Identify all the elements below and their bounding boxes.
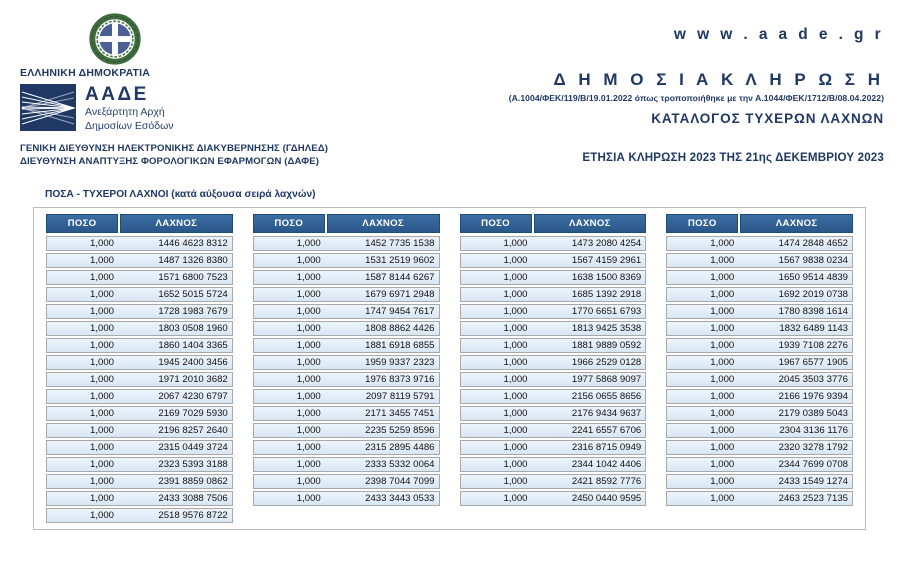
cell-amount: 1,000 <box>503 288 528 300</box>
legal-reference: (Α.1004/ΦΕΚ/119/Β/19.01.2022 όπως τροποποιήθηκε με την Α.1044/ΦΕΚ/1712/Β/08.04.2022) <box>508 93 884 103</box>
cell-ticket-number: 1473 2080 4254 <box>571 237 642 249</box>
cell-amount: 1,000 <box>710 305 735 317</box>
cell-ticket-number: 2176 9434 9637 <box>571 407 642 419</box>
table-row <box>460 270 647 285</box>
cell-ticket-number: 1567 4159 2961 <box>571 254 642 266</box>
cell-ticket-number: 1587 8144 6267 <box>365 271 435 283</box>
cell-ticket-number: 1452 7735 1538 <box>365 237 435 249</box>
cell-ticket-number: 1808 8862 4426 <box>365 322 435 334</box>
table-row <box>46 508 233 523</box>
table-row <box>253 372 440 387</box>
cell-amount: 1,000 <box>503 424 528 436</box>
cell-ticket-number: 1692 2019 0738 <box>778 288 848 300</box>
table-row <box>666 423 853 438</box>
cell-amount: 1,000 <box>710 288 735 300</box>
cell-ticket-number: 1976 8373 9716 <box>365 373 435 385</box>
cell-ticket-number: 2344 7699 0708 <box>778 458 848 470</box>
table-row <box>666 236 853 251</box>
cell-amount: 1,000 <box>296 322 321 334</box>
column-body-4 <box>666 236 853 508</box>
table-row <box>460 372 647 387</box>
website-url: w w w . a a d e . g r <box>673 26 884 43</box>
table-row <box>666 287 853 302</box>
cell-amount: 1,000 <box>710 424 735 436</box>
table-row <box>253 406 440 421</box>
cell-ticket-number: 1487 1326 8380 <box>158 254 228 266</box>
cell-ticket-number: 2179 0389 5043 <box>778 407 848 419</box>
draw-date-line: ΕΤΗΣΙΑ ΚΛΗΡΩΣΗ 2023 ΤΗΣ 21ης ΔΕΚΕΜΒΡΙΟΥ 2023 <box>582 151 884 164</box>
table-row <box>460 355 647 370</box>
cell-ticket-number: 2156 0655 8656 <box>571 390 642 402</box>
cell-amount: 1,000 <box>89 424 114 436</box>
column-body-1 <box>46 236 233 525</box>
cell-ticket-number: 2518 9576 8722 <box>158 509 228 521</box>
table-row <box>460 304 647 319</box>
cell-amount: 1,000 <box>503 254 528 266</box>
cell-ticket-number: 2067 4230 6797 <box>158 390 228 402</box>
agency-subtitle-line1: Ανεξάρτητη Αρχή <box>85 105 165 118</box>
aade-logo-icon <box>20 84 76 131</box>
brand-block <box>20 12 440 169</box>
table-row <box>253 287 440 302</box>
cell-ticket-number: 1967 6577 1905 <box>778 356 848 368</box>
cell-amount: 1,000 <box>89 475 114 487</box>
results-column-3 <box>452 214 655 525</box>
table-row <box>460 457 647 472</box>
table-row <box>253 321 440 336</box>
cell-amount: 1,000 <box>710 271 735 283</box>
table-row <box>46 389 233 404</box>
republic-label: ΕΛΛΗΝΙΚΗ ΔΗΜΟΚΡΑΤΙΑ <box>20 67 151 79</box>
document-title: Δ Η Μ Ο Σ Ι Α Κ Λ Η Ρ Ω Σ Η <box>553 70 884 89</box>
cell-amount: 1,000 <box>710 339 735 351</box>
table-row <box>46 423 233 438</box>
table-row <box>460 338 647 353</box>
table-row <box>460 406 647 421</box>
department-line-2: ΔΙΕΥΘΥΝΣΗ ΑΝΑΠΤΥΞΗΣ ΦΟΡΟΛΟΓΙΚΩΝ ΕΦΑΡΜΟΓΩΝ (ΔΑΦΕ) <box>20 156 320 168</box>
table-row <box>253 355 440 370</box>
cell-ticket-number: 1780 8398 1614 <box>778 305 848 317</box>
column-header-4 <box>666 214 853 233</box>
cell-amount: 1,000 <box>710 356 735 368</box>
cell-amount: 1,000 <box>710 237 735 249</box>
aade-logo-row <box>20 84 440 133</box>
cell-ticket-number: 2315 2895 4486 <box>365 441 435 453</box>
table-row <box>46 440 233 455</box>
table-row <box>460 253 647 268</box>
cell-amount: 1,000 <box>503 373 528 385</box>
document-header <box>0 0 900 178</box>
cell-amount: 1,000 <box>503 441 528 453</box>
table-row <box>253 423 440 438</box>
cell-ticket-number: 2097 8119 5791 <box>365 390 435 402</box>
cell-amount: 1,000 <box>89 356 114 368</box>
table-row <box>460 423 647 438</box>
cell-amount: 1,000 <box>296 356 321 368</box>
cell-ticket-number: 1832 6489 1143 <box>779 322 848 334</box>
results-column-2 <box>245 214 448 525</box>
table-row <box>46 457 233 472</box>
table-row <box>46 321 233 336</box>
cell-amount: 1,000 <box>710 475 735 487</box>
cell-ticket-number: 1567 9838 0234 <box>778 254 848 266</box>
table-row <box>666 491 853 506</box>
department-line-1: ΓΕΝΙΚΗ ΔΙΕΥΘΥΝΣΗ ΗΛΕΚΤΡΟΝΙΚΗΣ ΔΙΑΚΥΒΕΡΝΗΣΗΣ (ΓΔΗΛΕΔ) <box>20 142 329 154</box>
table-row <box>46 406 233 421</box>
cell-amount: 1,000 <box>710 254 735 266</box>
column-header-3 <box>460 214 647 233</box>
department-lines <box>20 142 440 170</box>
cell-amount: 1,000 <box>89 254 114 266</box>
cell-ticket-number: 1770 6651 6793 <box>571 305 642 317</box>
table-row <box>666 338 853 353</box>
cell-ticket-number: 2433 3088 7506 <box>158 492 228 504</box>
table-row <box>253 236 440 251</box>
agency-subtitle-line2: Δημοσίων Εσόδων <box>85 119 174 132</box>
cell-amount: 1,000 <box>296 390 321 402</box>
cell-ticket-number: 1966 2529 0128 <box>571 356 642 368</box>
cell-amount: 1,000 <box>89 492 114 504</box>
cell-ticket-number: 2169 7029 5930 <box>158 407 228 419</box>
header-amount-1: ΠΟΣΟ <box>46 214 118 233</box>
table-row <box>46 372 233 387</box>
cell-ticket-number: 2316 8715 0949 <box>571 441 642 453</box>
column-body-3 <box>460 236 647 508</box>
table-row <box>253 338 440 353</box>
table-row <box>666 372 853 387</box>
cell-ticket-number: 1939 7108 2276 <box>778 339 848 351</box>
header-ticket-1: ΛΑΧΝΟΣ <box>120 214 233 233</box>
table-row <box>46 338 233 353</box>
cell-ticket-number: 2304 3136 1176 <box>779 424 848 436</box>
table-row <box>460 389 647 404</box>
cell-amount: 1,000 <box>89 509 114 521</box>
cell-ticket-number: 1474 2848 4652 <box>778 237 848 249</box>
cell-ticket-number: 1571 6800 7523 <box>158 271 228 283</box>
cell-amount: 1,000 <box>296 254 321 266</box>
table-row <box>253 474 440 489</box>
table-row <box>666 253 853 268</box>
cell-amount: 1,000 <box>503 407 528 419</box>
cell-amount: 1,000 <box>710 407 735 419</box>
cell-ticket-number: 1803 0508 1960 <box>158 322 228 334</box>
cell-ticket-number: 2433 1549 1274 <box>778 475 848 487</box>
cell-ticket-number: 2398 7044 7099 <box>365 475 435 487</box>
cell-ticket-number: 1650 9514 4839 <box>778 271 848 283</box>
table-row <box>253 304 440 319</box>
table-row <box>253 253 440 268</box>
cell-amount: 1,000 <box>89 441 114 453</box>
cell-amount: 1,000 <box>296 475 321 487</box>
cell-amount: 1,000 <box>89 271 114 283</box>
table-row <box>46 236 233 251</box>
cell-amount: 1,000 <box>503 237 528 249</box>
cell-ticket-number: 2391 8859 0862 <box>158 475 228 487</box>
cell-ticket-number: 2421 8592 7776 <box>571 475 642 487</box>
cell-amount: 1,000 <box>296 458 321 470</box>
cell-amount: 1,000 <box>89 237 114 249</box>
table-row <box>666 440 853 455</box>
cell-ticket-number: 2171 3455 7451 <box>365 407 435 419</box>
cell-amount: 1,000 <box>296 407 321 419</box>
cell-ticket-number: 1813 9425 3538 <box>571 322 642 334</box>
table-row <box>460 321 647 336</box>
cell-ticket-number: 1638 1500 8369 <box>571 271 642 283</box>
greek-republic-emblem-icon <box>88 12 142 66</box>
table-row <box>460 440 647 455</box>
cell-ticket-number: 1959 9337 2323 <box>365 356 435 368</box>
cell-amount: 1,000 <box>296 271 321 283</box>
table-row <box>46 253 233 268</box>
header-ticket-3: ΛΑΧΝΟΣ <box>534 214 647 233</box>
cell-amount: 1,000 <box>296 492 321 504</box>
cell-amount: 1,000 <box>296 339 321 351</box>
table-row <box>666 355 853 370</box>
cell-amount: 1,000 <box>503 390 528 402</box>
table-row <box>46 270 233 285</box>
cell-ticket-number: 1881 6918 6855 <box>365 339 435 351</box>
table-row <box>46 474 233 489</box>
cell-ticket-number: 2166 1976 9394 <box>778 390 848 402</box>
cell-ticket-number: 1679 6971 2948 <box>365 288 435 300</box>
cell-ticket-number: 2320 3278 1792 <box>778 441 848 453</box>
table-row <box>253 440 440 455</box>
cell-amount: 1,000 <box>296 441 321 453</box>
cell-ticket-number: 1728 1983 7679 <box>158 305 228 317</box>
results-column-1 <box>38 214 241 525</box>
cell-amount: 1,000 <box>503 356 528 368</box>
cell-ticket-number: 2433 3443 0533 <box>365 492 435 504</box>
table-row <box>666 406 853 421</box>
cell-ticket-number: 1747 9454 7617 <box>365 305 435 317</box>
table-row <box>666 304 853 319</box>
table-row <box>460 287 647 302</box>
cell-ticket-number: 2323 5393 3188 <box>158 458 228 470</box>
results-column-4 <box>658 214 861 525</box>
cell-amount: 1,000 <box>710 441 735 453</box>
cell-amount: 1,000 <box>296 305 321 317</box>
cell-amount: 1,000 <box>89 407 114 419</box>
cell-amount: 1,000 <box>503 458 528 470</box>
cell-ticket-number: 1881 9889 0592 <box>571 339 642 351</box>
cell-amount: 1,000 <box>89 288 114 300</box>
cell-ticket-number: 1446 4623 8312 <box>158 237 228 249</box>
cell-ticket-number: 1531 2519 9602 <box>365 254 435 266</box>
cell-amount: 1,000 <box>710 373 735 385</box>
cell-amount: 1,000 <box>89 390 114 402</box>
cell-ticket-number: 1971 2010 3682 <box>158 373 228 385</box>
cell-ticket-number: 2344 1042 4406 <box>571 458 642 470</box>
cell-amount: 1,000 <box>89 339 114 351</box>
table-section-label: ΠΟΣΑ - ΤΥΧΕΡΟΙ ΛΑΧΝΟΙ (κατά αύξουσα σειρά λαχνών) <box>45 189 316 200</box>
table-row <box>460 474 647 489</box>
header-ticket-4: ΛΑΧΝΟΣ <box>740 214 853 233</box>
cell-ticket-number: 1652 5015 5724 <box>158 288 228 300</box>
table-row <box>46 491 233 506</box>
table-row <box>666 321 853 336</box>
cell-ticket-number: 1685 1392 2918 <box>571 288 642 300</box>
cell-amount: 1,000 <box>503 271 528 283</box>
table-row <box>666 270 853 285</box>
table-row <box>253 270 440 285</box>
cell-amount: 1,000 <box>296 424 321 436</box>
cell-amount: 1,000 <box>710 492 735 504</box>
cell-amount: 1,000 <box>296 288 321 300</box>
header-right-block <box>384 26 884 164</box>
cell-ticket-number: 1977 5868 9097 <box>571 373 642 385</box>
cell-ticket-number: 2315 0449 3724 <box>158 441 228 453</box>
table-row <box>46 304 233 319</box>
table-row <box>253 389 440 404</box>
lottery-results-table <box>33 207 866 530</box>
column-body-2 <box>253 236 440 508</box>
cell-ticket-number: 2241 6557 6706 <box>571 424 642 436</box>
cell-ticket-number: 1945 2400 3456 <box>158 356 228 368</box>
column-header-1 <box>46 214 233 233</box>
cell-ticket-number: 2045 3503 3776 <box>778 373 848 385</box>
table-row <box>460 236 647 251</box>
column-header-2 <box>253 214 440 233</box>
catalog-subtitle: ΚΑΤΑΛΟΓΟΣ ΤΥΧΕΡΩΝ ΛΑΧΝΩΝ <box>651 111 884 126</box>
cell-amount: 1,000 <box>89 305 114 317</box>
table-row <box>666 474 853 489</box>
table-row <box>46 355 233 370</box>
header-amount-3: ΠΟΣΟ <box>460 214 532 233</box>
cell-ticket-number: 2450 0440 9595 <box>571 492 642 504</box>
table-row <box>460 491 647 506</box>
cell-amount: 1,000 <box>503 305 528 317</box>
table-row <box>666 389 853 404</box>
cell-ticket-number: 2463 2523 7135 <box>778 492 848 504</box>
table-row <box>666 457 853 472</box>
header-ticket-2: ΛΑΧΝΟΣ <box>327 214 440 233</box>
cell-amount: 1,000 <box>710 390 735 402</box>
cell-ticket-number: 2196 8257 2640 <box>158 424 228 436</box>
agency-name: ΑΑΔΕ <box>85 84 149 105</box>
cell-amount: 1,000 <box>710 322 735 334</box>
cell-amount: 1,000 <box>296 373 321 385</box>
cell-ticket-number: 2333 5332 0064 <box>365 458 435 470</box>
cell-ticket-number: 1860 1404 3365 <box>158 339 228 351</box>
table-row <box>46 287 233 302</box>
cell-amount: 1,000 <box>89 373 114 385</box>
table-row <box>253 491 440 506</box>
cell-amount: 1,000 <box>89 322 114 334</box>
cell-amount: 1,000 <box>503 339 528 351</box>
header-amount-4: ΠΟΣΟ <box>666 214 738 233</box>
cell-ticket-number: 2235 5259 8596 <box>365 424 435 436</box>
header-amount-2: ΠΟΣΟ <box>253 214 325 233</box>
cell-amount: 1,000 <box>710 458 735 470</box>
cell-amount: 1,000 <box>503 492 528 504</box>
cell-amount: 1,000 <box>296 237 321 249</box>
emblem-row <box>20 12 440 66</box>
table-row <box>253 457 440 472</box>
aade-text-block <box>85 84 174 133</box>
cell-amount: 1,000 <box>503 475 528 487</box>
cell-amount: 1,000 <box>503 322 528 334</box>
cell-amount: 1,000 <box>89 458 114 470</box>
